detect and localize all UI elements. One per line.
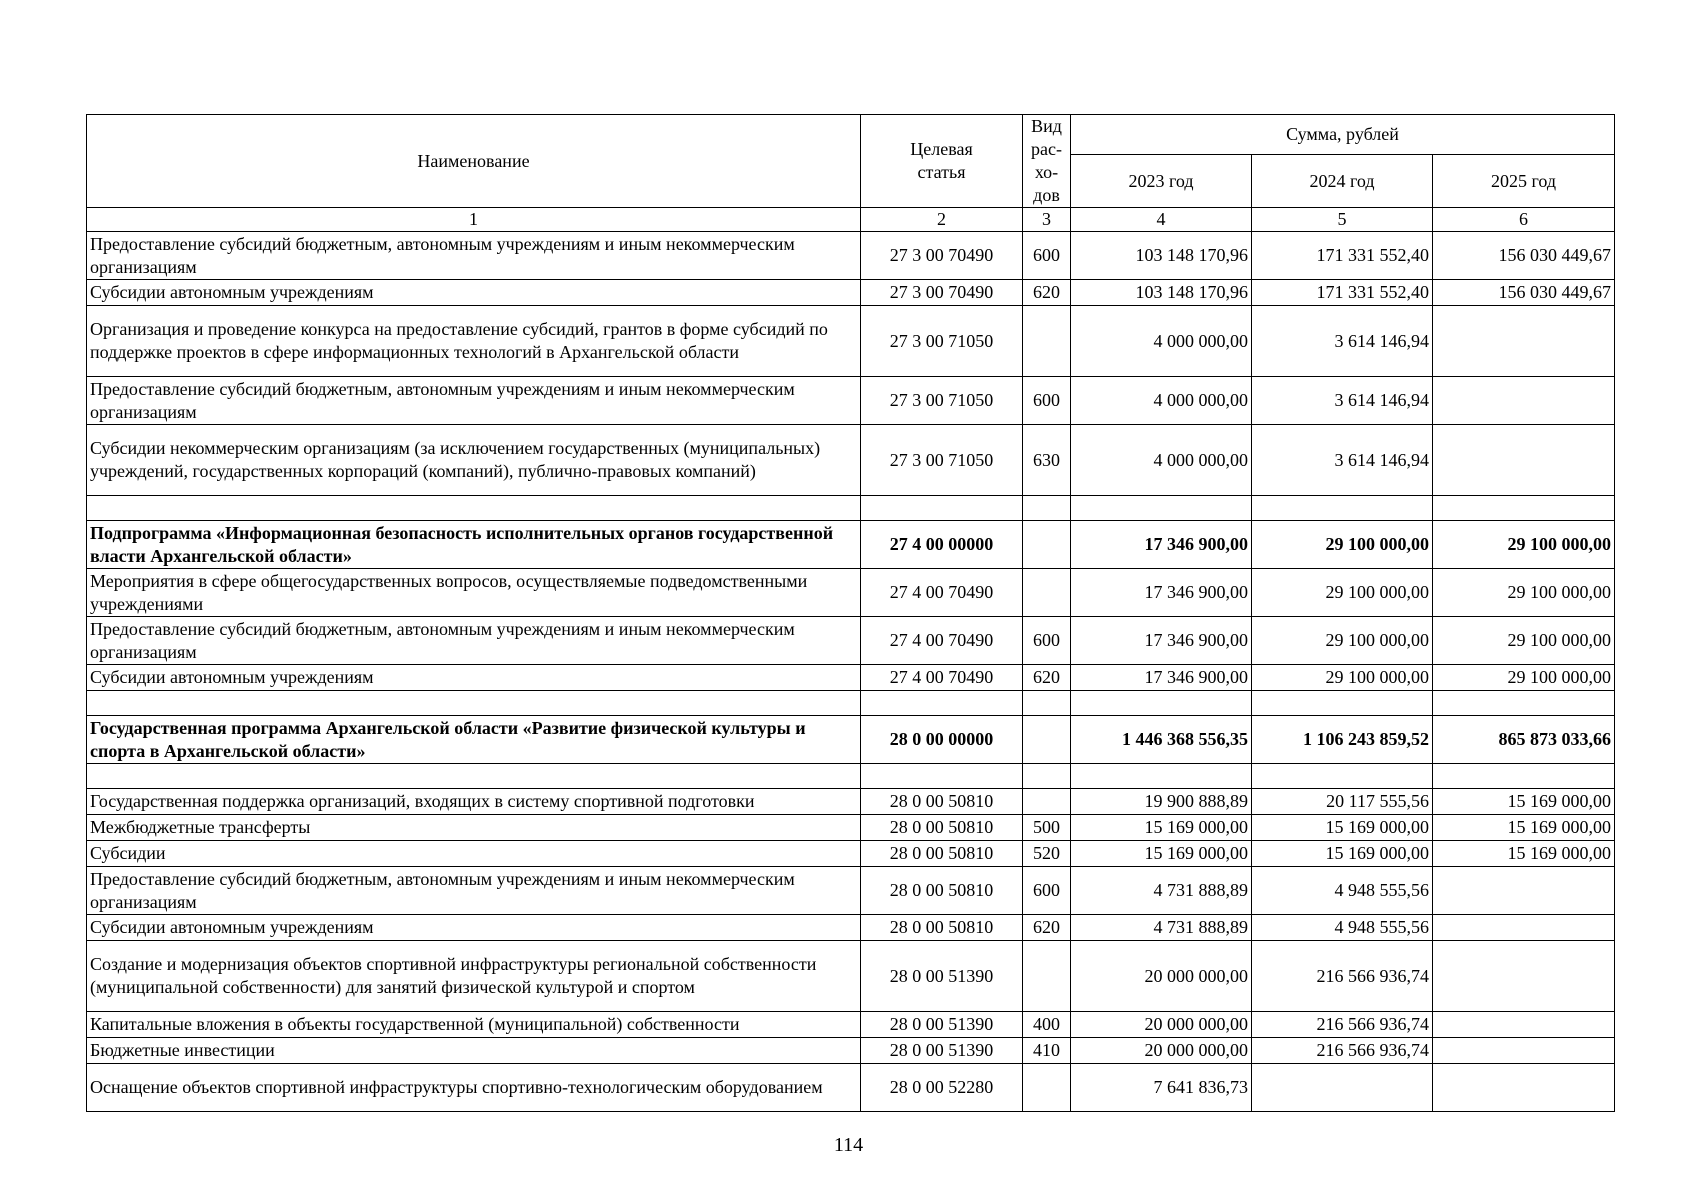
row-kind: 620 xyxy=(1023,280,1071,306)
row-amount-2023: 103 148 170,96 xyxy=(1071,280,1252,306)
row-name: Субсидии автономным учреждениям xyxy=(87,280,861,306)
row-name: Субсидии автономным учреждениям xyxy=(87,665,861,691)
row-amount-2025: 15 169 000,00 xyxy=(1433,815,1615,841)
row-amount-2025: 29 100 000,00 xyxy=(1433,569,1615,617)
row-code: 28 0 00 50810 xyxy=(861,915,1023,941)
row-amount-2024: 3 614 146,94 xyxy=(1252,425,1433,496)
row-kind xyxy=(1023,1064,1071,1112)
row-kind xyxy=(1023,569,1071,617)
row-amount-2024: 171 331 552,40 xyxy=(1252,232,1433,280)
row-amount-2023: 17 346 900,00 xyxy=(1071,569,1252,617)
row-amount-2024: 1 106 243 859,52 xyxy=(1252,716,1433,764)
row-amount-2024: 29 100 000,00 xyxy=(1252,665,1433,691)
table-row xyxy=(87,1038,1615,1064)
row-amount-2024: 29 100 000,00 xyxy=(1252,569,1433,617)
row-name: Организация и проведение конкурса на предоставление субсидий, грантов в форме субсидий по поддержке проектов в сфере информационных технологий в Архангельской области xyxy=(87,306,861,377)
row-amount-2023: 4 731 888,89 xyxy=(1071,915,1252,941)
row-amount-2023: 15 169 000,00 xyxy=(1071,815,1252,841)
row-kind: 620 xyxy=(1023,915,1071,941)
row-code: 28 0 00 51390 xyxy=(861,1038,1023,1064)
table-row xyxy=(87,665,1615,691)
row-name: Предоставление субсидий бюджетным, автономным учреждениям и иным некоммерческим организациям xyxy=(87,617,861,665)
row-amount-2025 xyxy=(1433,306,1615,377)
row-code: 27 4 00 70490 xyxy=(861,569,1023,617)
row-name: Создание и модернизация объектов спортивной инфраструктуры региональной собственности (муниципальной собственности) для занятий физической культурой и спортом xyxy=(87,941,861,1012)
row-amount-2023: 4 000 000,00 xyxy=(1071,306,1252,377)
table-row xyxy=(87,425,1615,496)
row-name: Капитальные вложения в объекты государственной (муниципальной) собственности xyxy=(87,1012,861,1038)
row-amount-2024: 4 948 555,56 xyxy=(1252,867,1433,915)
column-number: 3 xyxy=(1023,208,1071,232)
table-row xyxy=(87,617,1615,665)
row-amount-2025 xyxy=(1433,915,1615,941)
row-amount-2024: 15 169 000,00 xyxy=(1252,841,1433,867)
row-amount-2025: 156 030 449,67 xyxy=(1433,232,1615,280)
row-kind: 600 xyxy=(1023,617,1071,665)
row-amount-2025 xyxy=(1433,1038,1615,1064)
row-code: 27 4 00 70490 xyxy=(861,665,1023,691)
row-amount-2023: 4 000 000,00 xyxy=(1071,377,1252,425)
empty-row xyxy=(87,496,1615,521)
row-kind xyxy=(1023,941,1071,1012)
table-row xyxy=(87,306,1615,377)
row-name: Субсидии некоммерческим организациям (за исключением государственных (муниципальных) учреждений, государственных корпораций (компаний), публично-правовых компаний) xyxy=(87,425,861,496)
row-name: Государственная программа Архангельской области «Развитие физической культуры и спорта в Архангельской области» xyxy=(87,716,861,764)
row-amount-2024: 15 169 000,00 xyxy=(1252,815,1433,841)
table-row xyxy=(87,789,1615,815)
row-amount-2024: 216 566 936,74 xyxy=(1252,1012,1433,1038)
table-row xyxy=(87,377,1615,425)
row-code: 28 0 00 50810 xyxy=(861,841,1023,867)
row-amount-2023: 4 000 000,00 xyxy=(1071,425,1252,496)
header-2025: 2025 год xyxy=(1433,155,1615,208)
row-code: 28 0 00 50810 xyxy=(861,815,1023,841)
row-amount-2025 xyxy=(1433,941,1615,1012)
row-kind xyxy=(1023,716,1071,764)
row-amount-2025: 865 873 033,66 xyxy=(1433,716,1615,764)
row-code: 28 0 00 51390 xyxy=(861,941,1023,1012)
row-amount-2025 xyxy=(1433,867,1615,915)
row-amount-2023: 15 169 000,00 xyxy=(1071,841,1252,867)
table-row-program xyxy=(87,716,1615,764)
row-kind xyxy=(1023,306,1071,377)
row-amount-2023: 1 446 368 556,35 xyxy=(1071,716,1252,764)
row-code: 27 4 00 00000 xyxy=(861,521,1023,569)
row-amount-2023: 7 641 836,73 xyxy=(1071,1064,1252,1112)
row-amount-2025: 156 030 449,67 xyxy=(1433,280,1615,306)
header-sum: Сумма, рублей xyxy=(1071,115,1615,155)
row-name: Оснащение объектов спортивной инфраструктуры спортивно-технологическим оборудованием xyxy=(87,1064,861,1112)
header-2024: 2024 год xyxy=(1252,155,1433,208)
header-row xyxy=(87,115,1615,155)
row-amount-2025 xyxy=(1433,1012,1615,1038)
row-amount-2025 xyxy=(1433,425,1615,496)
row-amount-2025: 15 169 000,00 xyxy=(1433,841,1615,867)
row-amount-2024: 171 331 552,40 xyxy=(1252,280,1433,306)
empty-row xyxy=(87,691,1615,716)
row-kind: 520 xyxy=(1023,841,1071,867)
column-number: 5 xyxy=(1252,208,1433,232)
column-number: 2 xyxy=(861,208,1023,232)
row-kind: 600 xyxy=(1023,867,1071,915)
row-code: 28 0 00 00000 xyxy=(861,716,1023,764)
row-name: Предоставление субсидий бюджетным, автономным учреждениям и иным некоммерческим организациям xyxy=(87,377,861,425)
row-amount-2023: 20 000 000,00 xyxy=(1071,1012,1252,1038)
header-kind xyxy=(1023,115,1071,208)
row-amount-2024: 4 948 555,56 xyxy=(1252,915,1433,941)
row-kind: 410 xyxy=(1023,1038,1071,1064)
row-amount-2023: 4 731 888,89 xyxy=(1071,867,1252,915)
header-code-text: Целевая статья xyxy=(910,139,973,182)
row-name: Субсидии xyxy=(87,841,861,867)
header-kind-text: Вид рас-хо-дов xyxy=(1031,116,1062,205)
row-code: 28 0 00 52280 xyxy=(861,1064,1023,1112)
row-amount-2025: 29 100 000,00 xyxy=(1433,521,1615,569)
page-number: 114 xyxy=(833,1134,864,1156)
row-code: 28 0 00 50810 xyxy=(861,789,1023,815)
table-row xyxy=(87,915,1615,941)
budget-table xyxy=(86,114,1615,1112)
table-row-subprogram xyxy=(87,521,1615,569)
table-row xyxy=(87,841,1615,867)
row-code: 27 4 00 70490 xyxy=(861,617,1023,665)
row-amount-2025: 29 100 000,00 xyxy=(1433,665,1615,691)
row-amount-2024: 29 100 000,00 xyxy=(1252,617,1433,665)
row-name: Предоставление субсидий бюджетным, автономным учреждениям и иным некоммерческим организациям xyxy=(87,232,861,280)
table-row xyxy=(87,1012,1615,1038)
budget-sheet xyxy=(86,114,1614,1112)
row-name: Подпрограмма «Информационная безопасность исполнительных органов государственной власти Архангельской области» xyxy=(87,521,861,569)
table-row xyxy=(87,280,1615,306)
header-name: Наименование xyxy=(87,115,861,208)
row-amount-2023: 17 346 900,00 xyxy=(1071,617,1252,665)
row-kind: 600 xyxy=(1023,232,1071,280)
row-kind: 620 xyxy=(1023,665,1071,691)
row-amount-2024 xyxy=(1252,1064,1433,1112)
header-2023: 2023 год xyxy=(1071,155,1252,208)
row-amount-2023: 103 148 170,96 xyxy=(1071,232,1252,280)
row-kind: 630 xyxy=(1023,425,1071,496)
row-code: 27 3 00 71050 xyxy=(861,425,1023,496)
row-amount-2024: 216 566 936,74 xyxy=(1252,1038,1433,1064)
row-amount-2023: 20 000 000,00 xyxy=(1071,941,1252,1012)
row-amount-2025 xyxy=(1433,1064,1615,1112)
row-code: 27 3 00 71050 xyxy=(861,306,1023,377)
empty-row xyxy=(87,764,1615,789)
row-amount-2025: 29 100 000,00 xyxy=(1433,617,1615,665)
column-number: 4 xyxy=(1071,208,1252,232)
row-name: Мероприятия в сфере общегосударственных вопросов, осуществляемые подведомственными учреждениями xyxy=(87,569,861,617)
row-amount-2024: 20 117 555,56 xyxy=(1252,789,1433,815)
row-kind: 500 xyxy=(1023,815,1071,841)
row-kind: 600 xyxy=(1023,377,1071,425)
row-code: 27 3 00 70490 xyxy=(861,232,1023,280)
row-amount-2024: 216 566 936,74 xyxy=(1252,941,1433,1012)
table-row xyxy=(87,815,1615,841)
row-name: Субсидии автономным учреждениям xyxy=(87,915,861,941)
table-row xyxy=(87,569,1615,617)
row-amount-2023: 17 346 900,00 xyxy=(1071,665,1252,691)
table-row xyxy=(87,1064,1615,1112)
header-code xyxy=(861,115,1023,208)
row-amount-2023: 19 900 888,89 xyxy=(1071,789,1252,815)
row-name: Межбюджетные трансферты xyxy=(87,815,861,841)
row-kind: 400 xyxy=(1023,1012,1071,1038)
row-code: 28 0 00 51390 xyxy=(861,1012,1023,1038)
row-code: 27 3 00 70490 xyxy=(861,280,1023,306)
table-row xyxy=(87,232,1615,280)
row-kind xyxy=(1023,789,1071,815)
column-number: 1 xyxy=(87,208,861,232)
column-number: 6 xyxy=(1433,208,1615,232)
row-amount-2023: 17 346 900,00 xyxy=(1071,521,1252,569)
row-amount-2024: 3 614 146,94 xyxy=(1252,377,1433,425)
row-name: Государственная поддержка организаций, входящих в систему спортивной подготовки xyxy=(87,789,861,815)
table-row xyxy=(87,867,1615,915)
row-name: Предоставление субсидий бюджетным, автономным учреждениям и иным некоммерческим организациям xyxy=(87,867,861,915)
row-name: Бюджетные инвестиции xyxy=(87,1038,861,1064)
row-kind xyxy=(1023,521,1071,569)
row-amount-2024: 3 614 146,94 xyxy=(1252,306,1433,377)
row-amount-2025 xyxy=(1433,377,1615,425)
row-code: 28 0 00 50810 xyxy=(861,867,1023,915)
row-amount-2023: 20 000 000,00 xyxy=(1071,1038,1252,1064)
row-amount-2025: 15 169 000,00 xyxy=(1433,789,1615,815)
row-code: 27 3 00 71050 xyxy=(861,377,1023,425)
column-number-row xyxy=(87,208,1615,232)
table-row xyxy=(87,941,1615,1012)
row-amount-2024: 29 100 000,00 xyxy=(1252,521,1433,569)
